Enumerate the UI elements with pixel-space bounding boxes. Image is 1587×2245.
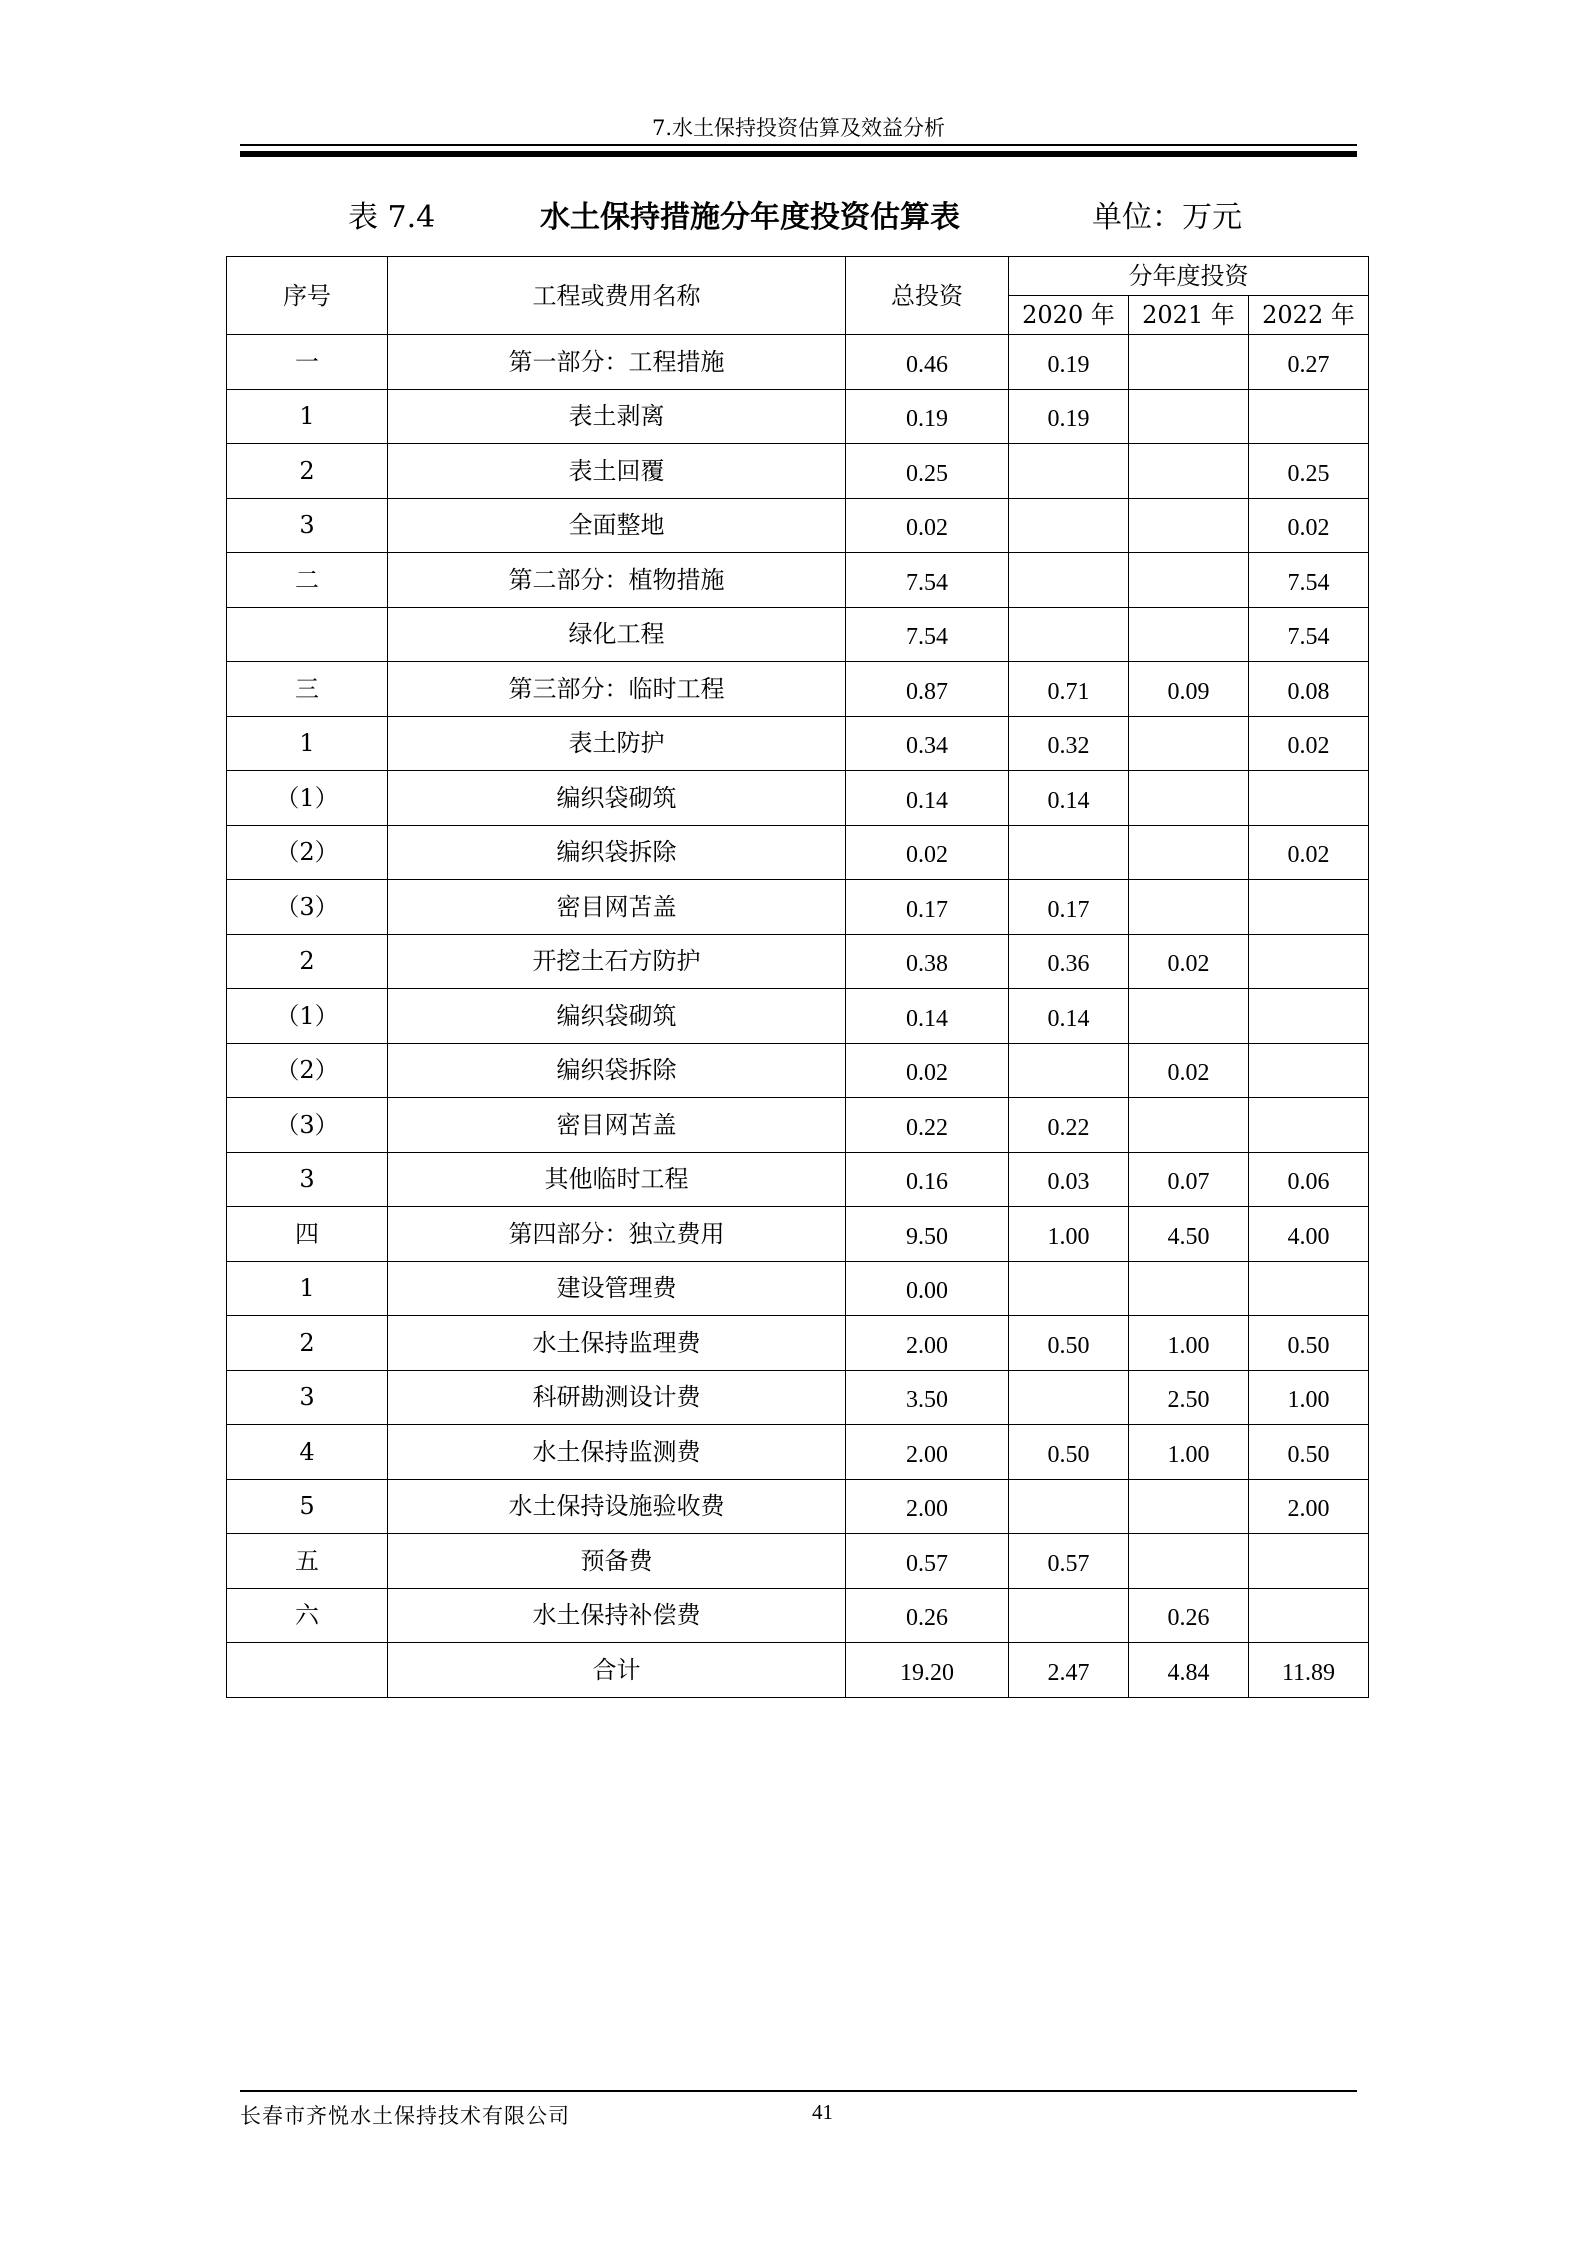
cell-seq: 二 <box>227 553 388 608</box>
cell-2020 <box>1009 498 1129 553</box>
cell-seq: 5 <box>227 1479 388 1534</box>
cell-seq: 4 <box>227 1425 388 1480</box>
cell-2021 <box>1129 1098 1249 1153</box>
cell-2020 <box>1009 825 1129 880</box>
cell-name: 其他临时工程 <box>388 1152 846 1207</box>
cell-2020 <box>1009 607 1129 662</box>
cell-total: 0.14 <box>846 989 1009 1044</box>
cell-name: 第四部分：独立费用 <box>388 1207 846 1262</box>
caption-title: 水土保持措施分年度投资估算表 <box>540 200 960 235</box>
page-header: 7.水土保持投资估算及效益分析 <box>651 116 946 140</box>
page-number: 41 <box>812 2100 833 2124</box>
cell-2020 <box>1009 1370 1129 1425</box>
cell-name: 水土保持补偿费 <box>388 1588 846 1643</box>
cell-2022 <box>1249 1098 1369 1153</box>
cell-2020 <box>1009 553 1129 608</box>
cell-2022: 0.06 <box>1249 1152 1369 1207</box>
cell-2020 <box>1009 1043 1129 1098</box>
cell-seq: （1） <box>227 771 388 826</box>
cell-name: 第一部分：工程措施 <box>388 335 846 390</box>
cell-total: 0.57 <box>846 1534 1009 1589</box>
header-year-2020: 2020 年 <box>1009 296 1129 335</box>
cell-2022: 0.08 <box>1249 662 1369 717</box>
cell-2021 <box>1129 607 1249 662</box>
table-row <box>227 662 1369 717</box>
table-row <box>227 934 1369 989</box>
cell-total: 7.54 <box>846 553 1009 608</box>
table-row <box>227 1425 1369 1480</box>
cell-2022: 0.50 <box>1249 1425 1369 1480</box>
cell-2020: 0.36 <box>1009 934 1129 989</box>
cell-total: 0.17 <box>846 880 1009 935</box>
header-total: 总投资 <box>846 257 1009 335</box>
table-row <box>227 1043 1369 1098</box>
cell-seq: 五 <box>227 1534 388 1589</box>
cell-2020: 1.00 <box>1009 1207 1129 1262</box>
cell-2020: 0.32 <box>1009 716 1129 771</box>
footer-rule <box>240 2090 1357 2092</box>
cell-2020: 0.50 <box>1009 1425 1129 1480</box>
cell-total: 0.22 <box>846 1098 1009 1153</box>
cell-name: 表土剥离 <box>388 389 846 444</box>
cell-seq: （3） <box>227 1098 388 1153</box>
cell-2020 <box>1009 444 1129 499</box>
cell-2021: 2.50 <box>1129 1370 1249 1425</box>
cell-2020: 0.19 <box>1009 335 1129 390</box>
table-caption <box>0 192 1587 235</box>
header-year-2022: 2022 年 <box>1249 296 1369 335</box>
cell-name: 水土保持监测费 <box>388 1425 846 1480</box>
cell-2020: 0.57 <box>1009 1534 1129 1589</box>
cell-2021 <box>1129 716 1249 771</box>
table-row <box>227 389 1369 444</box>
cell-name: 表土回覆 <box>388 444 846 499</box>
table-row <box>227 335 1369 390</box>
cell-total: 2.00 <box>846 1479 1009 1534</box>
cell-total: 0.02 <box>846 1043 1009 1098</box>
cell-total: 0.16 <box>846 1152 1009 1207</box>
cell-2022 <box>1249 989 1369 1044</box>
cell-2020 <box>1009 1588 1129 1643</box>
cell-seq: 3 <box>227 1152 388 1207</box>
cell-name: 科研勘测设计费 <box>388 1370 846 1425</box>
table-row <box>227 607 1369 662</box>
table-row <box>227 880 1369 935</box>
cell-seq: 六 <box>227 1588 388 1643</box>
cell-name: 建设管理费 <box>388 1261 846 1316</box>
cell-name: 合计 <box>388 1643 846 1698</box>
cell-2020 <box>1009 1479 1129 1534</box>
table-row <box>227 498 1369 553</box>
cell-2020: 0.17 <box>1009 880 1129 935</box>
cell-total: 0.26 <box>846 1588 1009 1643</box>
table-row <box>227 1152 1369 1207</box>
cell-seq: 2 <box>227 1316 388 1371</box>
cell-name: 密目网苫盖 <box>388 1098 846 1153</box>
cell-2021 <box>1129 389 1249 444</box>
table-row <box>227 1207 1369 1262</box>
cell-2021: 4.50 <box>1129 1207 1249 1262</box>
investment-table <box>226 256 1369 1698</box>
table-row <box>227 771 1369 826</box>
footer-company: 长春市齐悦水土保持技术有限公司 <box>240 2104 570 2128</box>
table-row <box>227 1261 1369 1316</box>
cell-2022 <box>1249 771 1369 826</box>
cell-2021 <box>1129 1261 1249 1316</box>
table-body <box>227 335 1369 1698</box>
cell-seq: 3 <box>227 498 388 553</box>
cell-seq: 1 <box>227 716 388 771</box>
cell-2022: 0.50 <box>1249 1316 1369 1371</box>
cell-2020: 0.71 <box>1009 662 1129 717</box>
cell-total: 9.50 <box>846 1207 1009 1262</box>
cell-total: 0.46 <box>846 335 1009 390</box>
cell-total: 0.14 <box>846 771 1009 826</box>
header-yearly: 分年度投资 <box>1009 257 1369 296</box>
cell-name: 编织袋拆除 <box>388 1043 846 1098</box>
table-row <box>227 825 1369 880</box>
cell-2022: 7.54 <box>1249 607 1369 662</box>
cell-2021: 0.26 <box>1129 1588 1249 1643</box>
cell-name: 水土保持监理费 <box>388 1316 846 1371</box>
table-row <box>227 1534 1369 1589</box>
cell-2021 <box>1129 771 1249 826</box>
header-rule-thick <box>240 151 1357 157</box>
cell-2022: 1.00 <box>1249 1370 1369 1425</box>
cell-2022 <box>1249 934 1369 989</box>
cell-name: 水土保持设施验收费 <box>388 1479 846 1534</box>
cell-total: 0.25 <box>846 444 1009 499</box>
cell-2021 <box>1129 1479 1249 1534</box>
cell-seq: （2） <box>227 1043 388 1098</box>
header-seq: 序号 <box>227 257 388 335</box>
table-row <box>227 553 1369 608</box>
cell-name: 第二部分：植物措施 <box>388 553 846 608</box>
cell-seq: （1） <box>227 989 388 1044</box>
cell-2021: 4.84 <box>1129 1643 1249 1698</box>
cell-2020: 0.14 <box>1009 771 1129 826</box>
cell-2021: 0.02 <box>1129 1043 1249 1098</box>
cell-2021: 0.07 <box>1129 1152 1249 1207</box>
cell-2020: 2.47 <box>1009 1643 1129 1698</box>
header-row <box>227 257 1369 296</box>
cell-2022 <box>1249 1588 1369 1643</box>
cell-name: 第三部分：临时工程 <box>388 662 846 717</box>
cell-name: 全面整地 <box>388 498 846 553</box>
cell-2022: 0.02 <box>1249 498 1369 553</box>
table-row <box>227 716 1369 771</box>
cell-total: 3.50 <box>846 1370 1009 1425</box>
cell-name: 表土防护 <box>388 716 846 771</box>
cell-2020: 0.50 <box>1009 1316 1129 1371</box>
cell-2021 <box>1129 444 1249 499</box>
cell-total: 0.02 <box>846 825 1009 880</box>
table-row <box>227 1643 1369 1698</box>
table-row <box>227 444 1369 499</box>
cell-seq: 一 <box>227 335 388 390</box>
cell-2022: 2.00 <box>1249 1479 1369 1534</box>
cell-2022 <box>1249 1261 1369 1316</box>
header-year-2021: 2021 年 <box>1129 296 1249 335</box>
table-row <box>227 1479 1369 1534</box>
cell-total: 0.38 <box>846 934 1009 989</box>
cell-seq: 2 <box>227 934 388 989</box>
header-name: 工程或费用名称 <box>388 257 846 335</box>
cell-name: 绿化工程 <box>388 607 846 662</box>
table-row <box>227 1588 1369 1643</box>
cell-total: 0.00 <box>846 1261 1009 1316</box>
cell-name: 编织袋拆除 <box>388 825 846 880</box>
cell-2022: 0.02 <box>1249 716 1369 771</box>
cell-2022 <box>1249 880 1369 935</box>
cell-seq <box>227 1643 388 1698</box>
cell-2021 <box>1129 335 1249 390</box>
cell-name: 预备费 <box>388 1534 846 1589</box>
caption-unit: 单位：万元 <box>1092 200 1242 235</box>
cell-2021 <box>1129 880 1249 935</box>
table-row <box>227 989 1369 1044</box>
cell-seq: 四 <box>227 1207 388 1262</box>
cell-name: 编织袋砌筑 <box>388 771 846 826</box>
caption-label: 表 7.4 <box>348 200 436 235</box>
cell-name: 密目网苫盖 <box>388 880 846 935</box>
cell-total: 7.54 <box>846 607 1009 662</box>
cell-2021 <box>1129 1534 1249 1589</box>
cell-2022 <box>1249 389 1369 444</box>
cell-2022: 4.00 <box>1249 1207 1369 1262</box>
cell-2020: 0.14 <box>1009 989 1129 1044</box>
cell-2021 <box>1129 825 1249 880</box>
cell-2021: 0.02 <box>1129 934 1249 989</box>
cell-2022: 0.27 <box>1249 335 1369 390</box>
cell-total: 2.00 <box>846 1425 1009 1480</box>
cell-total: 19.20 <box>846 1643 1009 1698</box>
cell-total: 0.02 <box>846 498 1009 553</box>
cell-2022: 7.54 <box>1249 553 1369 608</box>
cell-seq: 2 <box>227 444 388 499</box>
cell-2022: 11.89 <box>1249 1643 1369 1698</box>
cell-2021: 1.00 <box>1129 1316 1249 1371</box>
table-row <box>227 1098 1369 1153</box>
cell-2021 <box>1129 989 1249 1044</box>
table-row <box>227 1316 1369 1371</box>
cell-total: 2.00 <box>846 1316 1009 1371</box>
cell-seq: （2） <box>227 825 388 880</box>
cell-2021 <box>1129 498 1249 553</box>
header-rule-thin <box>240 144 1357 146</box>
cell-2022: 0.25 <box>1249 444 1369 499</box>
cell-2022 <box>1249 1534 1369 1589</box>
cell-total: 0.87 <box>846 662 1009 717</box>
cell-seq: 3 <box>227 1370 388 1425</box>
cell-seq: （3） <box>227 880 388 935</box>
table-row <box>227 1370 1369 1425</box>
cell-2020: 0.22 <box>1009 1098 1129 1153</box>
cell-2021 <box>1129 553 1249 608</box>
cell-total: 0.19 <box>846 389 1009 444</box>
cell-seq: 三 <box>227 662 388 717</box>
cell-name: 开挖土石方防护 <box>388 934 846 989</box>
cell-name: 编织袋砌筑 <box>388 989 846 1044</box>
cell-2020: 0.03 <box>1009 1152 1129 1207</box>
cell-seq <box>227 607 388 662</box>
cell-2021: 0.09 <box>1129 662 1249 717</box>
cell-2022 <box>1249 1043 1369 1098</box>
cell-2020 <box>1009 1261 1129 1316</box>
cell-seq: 1 <box>227 389 388 444</box>
cell-2020: 0.19 <box>1009 389 1129 444</box>
cell-2021: 1.00 <box>1129 1425 1249 1480</box>
cell-total: 0.34 <box>846 716 1009 771</box>
cell-2022: 0.02 <box>1249 825 1369 880</box>
cell-seq: 1 <box>227 1261 388 1316</box>
